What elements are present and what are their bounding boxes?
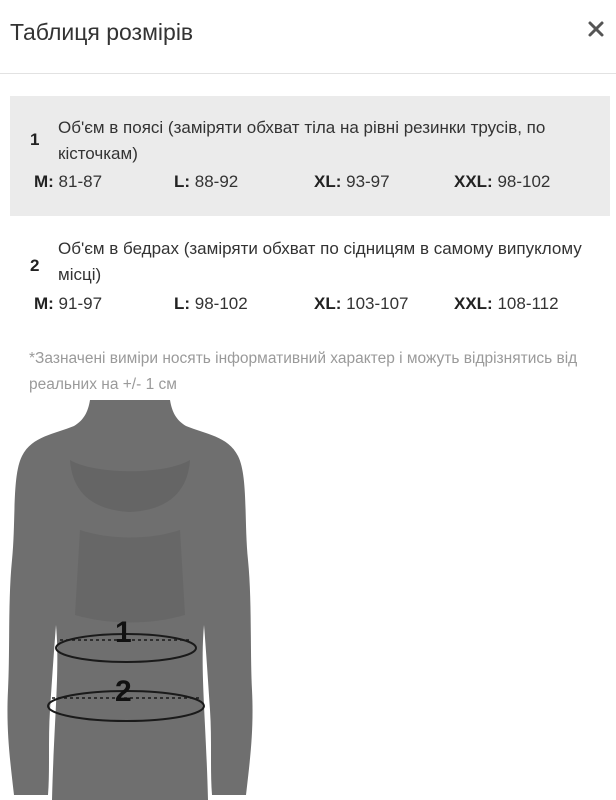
size-l (174, 172, 238, 192)
size-label: XXL: (454, 172, 493, 191)
size-value: 81-87 (53, 172, 103, 191)
size-value: 98-102 (190, 294, 248, 313)
size-label: XL: (314, 172, 342, 191)
size-xxl (454, 294, 559, 314)
measurement-number: 1 (30, 130, 40, 149)
measurement-description: Об'єм в бедрах (заміряти обхват по сідницям в самому випуклому місці) (58, 239, 582, 284)
close-icon-glyph (586, 16, 606, 40)
size-xl (314, 294, 409, 314)
size-value: 91-97 (53, 294, 103, 313)
measurement-description: Об'єм в поясі (заміряти обхват тіла на рівні резинки трусів, по кісточкам) (58, 118, 546, 163)
size-value: 88-92 (190, 172, 239, 191)
size-value: 108-112 (492, 294, 559, 313)
measurement-number: 2 (30, 256, 40, 275)
size-value: 103-107 (341, 294, 409, 313)
body-silhouette-figure (0, 400, 260, 800)
modal-title: Таблиця розмірів (10, 19, 194, 45)
modal-header (0, 0, 616, 74)
size-m (34, 172, 102, 192)
measurement-disclaimer: *Зазначені виміри носять інформативний характер і можуть відрізнятись від реальних на +/- 1 см (29, 350, 578, 393)
size-value: 98-102 (492, 172, 551, 191)
size-value: 93-97 (341, 172, 390, 191)
figure-marker-1: 1 (115, 616, 132, 649)
size-xxl (454, 172, 550, 192)
size-label: M: (34, 294, 54, 313)
measurement-row-hips (10, 226, 610, 326)
size-label: L: (174, 172, 191, 191)
body-silhouette-icon (0, 400, 260, 800)
size-m (34, 294, 102, 314)
measurement-row-waist (10, 96, 610, 216)
size-label: XL: (314, 294, 342, 313)
size-label: M: (34, 172, 54, 191)
figure-marker-2: 2 (115, 675, 132, 708)
size-label: XXL: (454, 294, 493, 313)
size-label: L: (174, 294, 191, 313)
close-icon[interactable] (586, 16, 606, 40)
size-xl (314, 172, 390, 192)
abdomen-shadow (75, 530, 185, 623)
size-l (174, 294, 248, 314)
